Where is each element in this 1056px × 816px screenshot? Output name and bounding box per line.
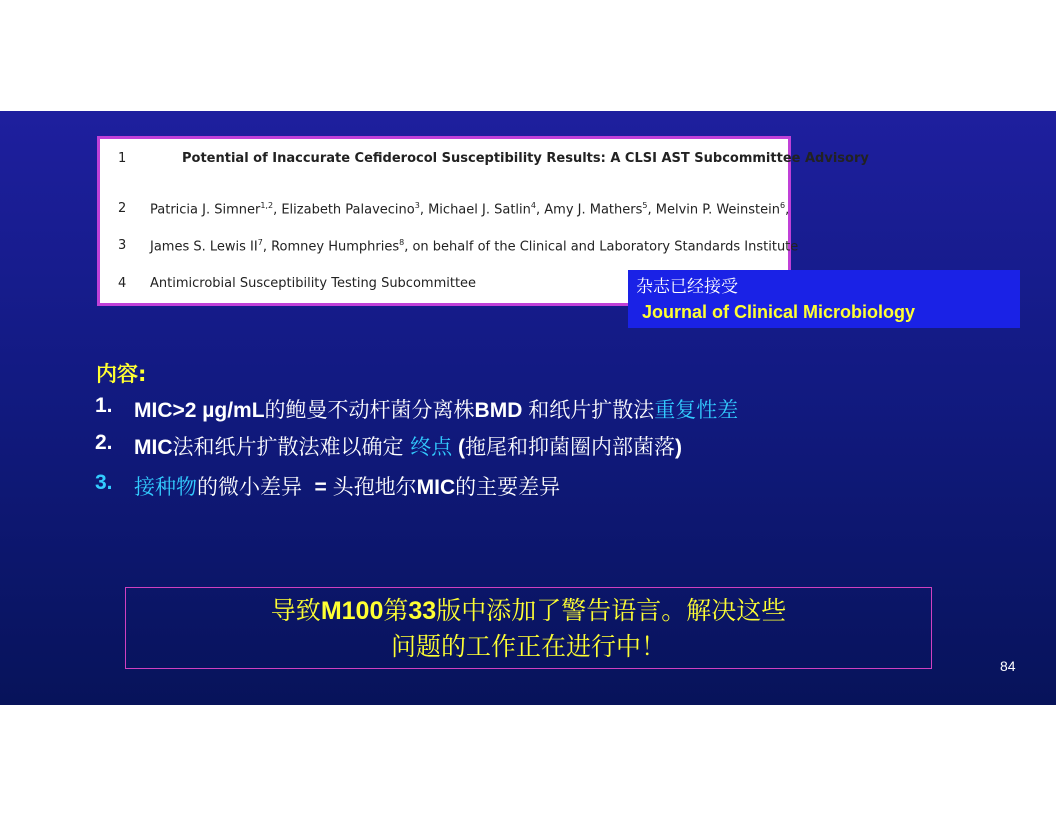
affiliation: 1,2 xyxy=(260,201,274,210)
affiliation: 7 xyxy=(257,238,263,247)
affiliation: 4 xyxy=(530,201,536,210)
affiliation: 6 xyxy=(780,201,786,210)
item-text xyxy=(134,394,738,424)
author: , Amy J. Mathers xyxy=(536,202,643,218)
conclusion-line-2: 问题的工作正在进行中！ xyxy=(390,632,666,661)
author-separator: , xyxy=(785,202,790,218)
text-run: MIC>2 µg/mL xyxy=(134,399,265,422)
author: , Romney Humphries xyxy=(262,239,400,255)
line-number: 1 xyxy=(118,151,127,166)
text-run: 的微小差异 xyxy=(197,475,309,499)
affiliation: 3 xyxy=(414,201,420,210)
text-run: BMD xyxy=(474,399,529,422)
item-number: 1. xyxy=(95,394,113,417)
conclusion-box xyxy=(125,587,932,669)
text-run: 33 xyxy=(408,597,437,625)
journal-box xyxy=(628,270,1020,328)
text-run: ) xyxy=(675,436,683,459)
text-run: 和纸片扩散法 xyxy=(528,398,655,422)
paper-title: Potential of Inaccurate Cefiderocol Susceptibility Results: A CLSI AST Subcommittee Advisory xyxy=(182,151,869,166)
text-run: 的主要差异 xyxy=(455,475,561,499)
author: , Elizabeth Palavecino xyxy=(273,202,415,218)
line-number: 3 xyxy=(118,238,127,253)
text-run: 拖尾和抑菌圈内部菌落 xyxy=(465,435,676,459)
affiliation: 5 xyxy=(642,201,648,210)
slide xyxy=(0,111,1056,705)
item-number: 2. xyxy=(95,431,113,454)
text-run: = xyxy=(308,476,333,499)
line-number: 4 xyxy=(118,276,127,291)
text-run: 的鲍曼不动杆菌分离株 xyxy=(264,398,475,422)
text-run: ( xyxy=(452,436,466,459)
item-number: 3. xyxy=(95,471,113,494)
text-run: 第 xyxy=(383,596,409,625)
text-run: 版中添加了警告语言。解决这些 xyxy=(436,596,787,625)
text-run: 头孢地尔 xyxy=(332,475,417,499)
author-list xyxy=(150,238,798,254)
paper-subtitle: Antimicrobial Susceptibility Testing Subcommittee xyxy=(150,276,477,291)
text-run: 导致 xyxy=(270,596,321,625)
text-run: MIC xyxy=(134,436,173,459)
item-text xyxy=(134,431,682,461)
item-text xyxy=(134,471,560,501)
author-list xyxy=(150,201,789,217)
author: , Melvin P. Weinstein xyxy=(647,202,780,218)
journal-name: Journal of Clinical Microbiology xyxy=(642,302,916,322)
text-run: 法和纸片扩散法难以确定 xyxy=(172,435,411,459)
author: Patricia J. Simner xyxy=(150,202,261,218)
author: , Michael J. Satlin xyxy=(419,202,531,218)
affiliation: 8 xyxy=(399,238,405,247)
text-run: MIC xyxy=(416,476,456,499)
author: James S. Lewis II xyxy=(150,239,258,255)
author: , on behalf of the Clinical and Laboratory Standards Institute xyxy=(404,239,799,255)
highlight-text: 终点 xyxy=(410,435,453,459)
highlight-text: 重复性差 xyxy=(654,398,739,422)
text-run: M100 xyxy=(320,597,384,625)
conclusion-line-1 xyxy=(126,593,931,629)
content-heading: 内容: xyxy=(96,362,147,386)
line-number: 2 xyxy=(118,201,127,216)
highlight-text: 接种物 xyxy=(134,475,197,499)
page-number: 84 xyxy=(1000,658,1016,674)
journal-accepted: 杂志已经接受 xyxy=(636,277,738,297)
